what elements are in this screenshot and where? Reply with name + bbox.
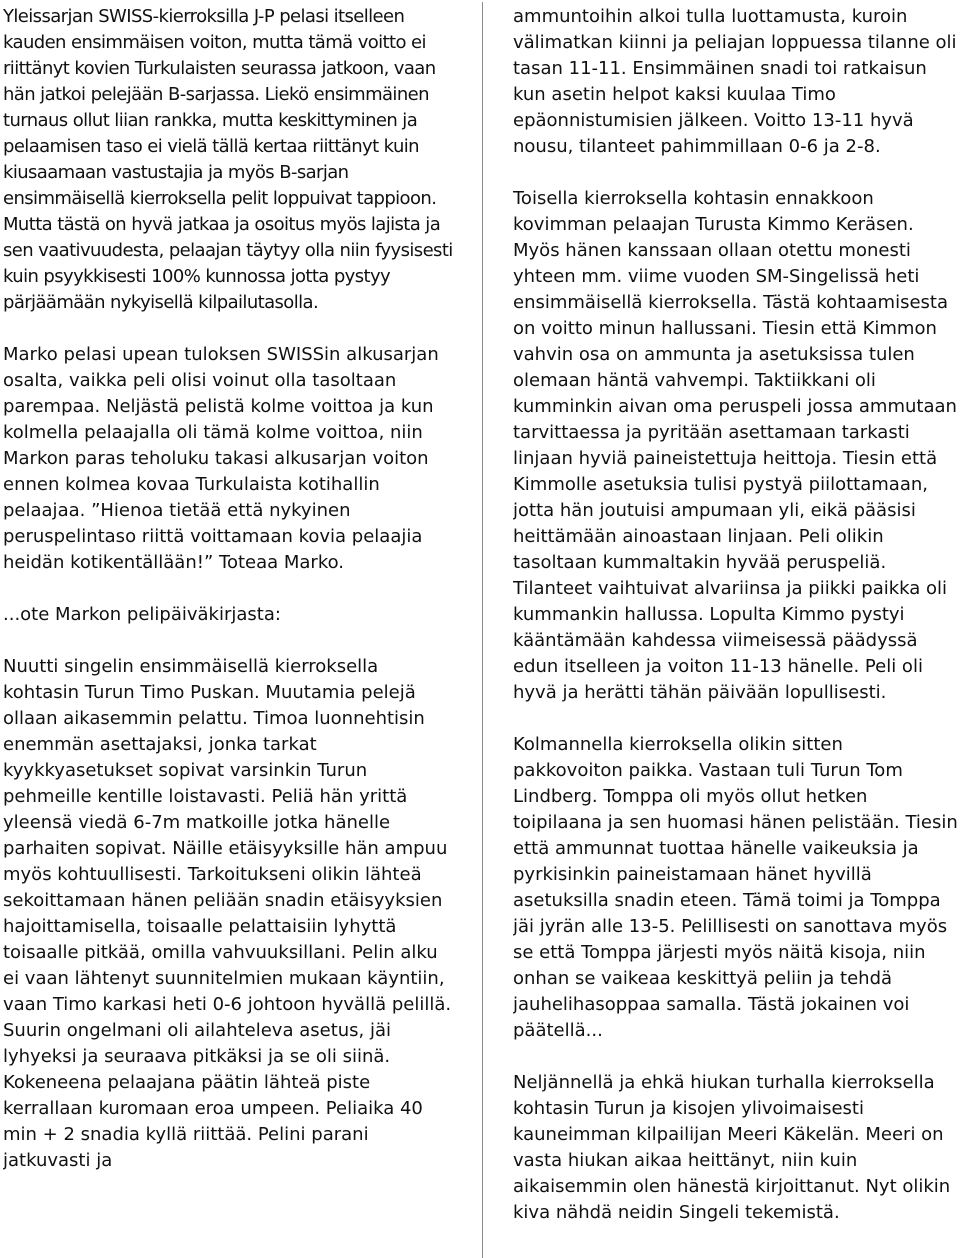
paragraph-yleissarja: Yleissarjan SWISS-kierroksilla J-P pelasi itselleen kauden ensimmäisen voiton, mutta tämä voitto ei riittänyt kovien Turkulaisten seurassa jatkoon, vaan hän jatkoi pelejään B-sarjassa. Liekö ensimmäinen turnaus ollut liian rankka, mutta keskittyminen ja pelaamisen taso ei vielä tällä kertaa riittänyt kuin kiusaamaan vastustajia ja myös B-sarjan ensimmäisellä kierroksella pelit loppuivat tappioon. Mutta tästä on hyvä jatkaa ja osoitus myös lajista ja sen vaativuudesta, pelaajan täytyy olla niin fyysisesti kuin psyykkisesti 100% kunnossa jotta pystyy pärjäämään nykyisellä kilpailutasolla. [3, 6, 453, 313]
paragraph-round-two: Toisella kierroksella kohtasin ennakkoon kovimman pelaajan Turusta Kimmo Keräsen. Myös hänen kanssaan ollaan otettu monesti yhteen mm. viime vuoden SM-Singelissä heti ensimmäisellä kierroksella. Tästä kohtaamisesta on voitto minun hallussani. Tiesin että Kimmon vahvin osa on ammunta ja asetuksissa tulen olemaan häntä vahvempi. Taktiikkani oli kumminkin aivan oma peruspeli jossa ammutaan tarvittaessa ja pyritään asettamaan tarkasti linjaan hyviä paineistettuja heittoja. Tiesin että Kimmolle asetuksia tulisi pystyä piilottamaan, jotta hän joutuisi ampumaan yli, eikä pääsisi heittämään ainoastaan linjaan. Peli olikin tasoltaan kummaltakin hyvää peruspeliä. Tilanteet vaihtuivat alvariinsa ja piikki paikka oli kummankin hallussa. Lopulta Kimmo pystyi kääntämään kahdessa viimeisessä päädyssä edun itselleen ja voiton 11-13 hänelle. Peli oli hyvä ja herätti tähän päivään lopullisesti. [513, 188, 957, 703]
paragraph-round-three: Kolmannella kierroksella olikin sitten pakkovoiton paikka. Vastaan tuli Turun Tom Lindberg. Tomppa oli myös ollut hetken toipilaana ja sen huomasi hänen pelistään. Tiesin että ammunnat tuottaa hänelle vaikeuksia ja pyrkisinkin paineistamaan hänet hyvillä asetuksilla snadin eteen. Tämä toimi ja Tomppa jäi jyrän alle 13-5. Pelillisesti on sanottava myös se että Tomppa järjesti myös näitä kisoja, niin onhan se vaikeaa keskittyä peliin ja tehdä jauhelihasoppaa samalla. Tästä jokainen voi päätellä... [513, 734, 958, 1041]
paragraph-round-one-continued: ammuntoihin alkoi tulla luottamusta, kuroin välimatkan kiinni ja peliajan loppuessa tilanne oli tasan 11-11. Ensimmäinen snadi toi ratkaisun kun asetin helpot kaksi kuulaa Timo epäonnistumisien jälkeen. Voitto 13-11 hyvä nousu, tilanteet pahimmillaan 0-6 ja 2-8. [513, 6, 957, 157]
paragraph-round-one: Nuutti singelin ensimmäisellä kierroksella kohtasin Turun Timo Puskan. Muutamia pelejä ollaan aikasemmin pelattu. Timoa luonnehtisin enemmän asettajaksi, jonka tarkat kyykkyasetukset sopivat varsinkin Turun pehmeille kentille loistavasti. Peliä hän yrittä yleensä viedä 6-7m matkoille jotka hänelle parhaiten sopivat. Näille etäisyyksille hän ampuu myös kohtuullisesti. Tarkoitukseni olikin lähteä sekoittamaan hänen peliään snadin etäisyyksien hajoittamisella, toisaalle pelattaisiin lyhyttä toisaalle pitkää, omilla vahvuuksillani. Pelin alku ei vaan lähtenyt suunnitelmien mukaan käyntiin, vaan Timo karkasi heti 0-6 johtoon hyvällä pelillä. Suurin ongelmani oli ailahteleva asetus, jäi lyhyeksi ja seuraava pitkäksi ja se oli siinä. Kokeneena pelaajana päätin lähteä piste kerrallaan kuromaan eroa umpeen. Peliaika 40 min + 2 snadia kyllä riittää. Pelini parani jatkuvasti ja [3, 656, 452, 1171]
right-text-column [513, 4, 958, 1258]
paragraph-round-four: Neljännellä ja ehkä hiukan turhalla kierroksella kohtasin Turun ja kisojen ylivoimaisesti kauneimman kilpailijan Meeri Käkelän. Meeri on vasta hiukan aikaa heittänyt, niin kuin aikaisemmin olen hänestä kirjoittanut. Nyt olikin kiva nähdä neidin Singeli tekemistä. [513, 1072, 951, 1223]
column-divider [482, 2, 483, 1258]
paragraph-marko-tulos: Marko pelasi upean tuloksen SWISSin alkusarjan osalta, vaikka peli olisi voinut olla tasoltaan parempaa. Neljästä pelistä kolme voittoa ja kun kolmella pelaajalla oli tämä kolme voittoa, niin Markon paras teholuku takasi alkusarjan voiton ennen kolmea kovaa Turkulaista kotihallin pelaajaa. ”Hienoa tietää että nykyinen peruspelintaso riittä voittamaan kovia pelaajia heidän kotikentällään!” Toteaa Marko. [3, 344, 439, 573]
left-text-column [3, 4, 453, 1258]
paragraph-diary-heading: ...ote Markon pelipäiväkirjasta: [3, 604, 281, 625]
